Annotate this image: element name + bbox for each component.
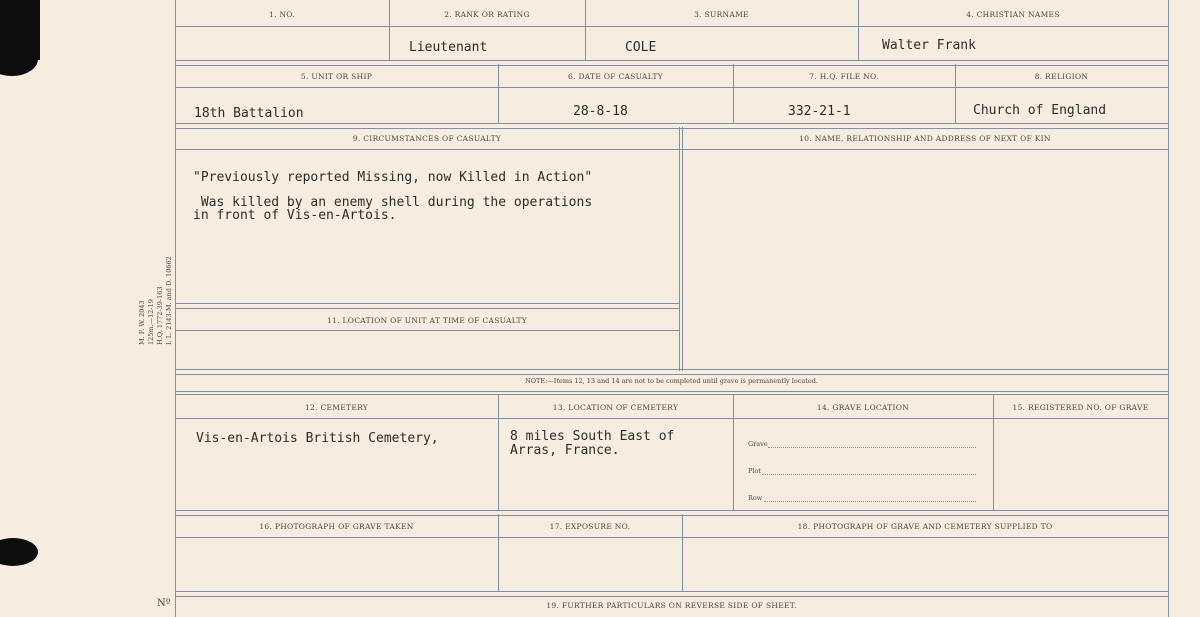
header-next-of-kin: 10. NAME, RELATIONSHIP AND ADDRESS OF NEXT OF KIN [799, 134, 1051, 143]
value-rank: Lieutenant [409, 40, 488, 55]
header-surname: 3. SURNAME [694, 10, 749, 19]
note-bottom-line [175, 391, 1168, 392]
value-surname: COLE [625, 40, 657, 55]
row3-header-line [175, 149, 1168, 150]
row1-bottom-line [175, 60, 1168, 66]
divider [585, 0, 586, 60]
header-circumstances: 9. CIRCUMSTANCES OF CASUALTY [352, 134, 502, 143]
header-rank: 2. RANK OR RATING [444, 10, 530, 19]
plot-label: Plot [748, 467, 761, 475]
row-label: Row [748, 494, 763, 502]
header-location-cemetery: 13. LOCATION OF CEMETERY [552, 403, 679, 412]
value-date: 28-8-18 [573, 104, 628, 119]
row5-bottom-line [175, 591, 1168, 597]
divider [679, 127, 680, 371]
header-registered-no: 15. REGISTERED NO. OF GRAVE [1012, 403, 1149, 412]
divider [858, 0, 859, 60]
value-location-line1: 8 miles South East of [510, 429, 675, 444]
value-christian-names: Walter Frank [882, 38, 976, 53]
circumstances-line3: in front of Vis-en-Artois. [193, 208, 397, 223]
header-christian-names: 4. CHRISTIAN NAMES [966, 10, 1060, 19]
circumstances-line1: "Previously reported Missing, now Killed in Action" [193, 170, 593, 185]
punch-hole-bottom-edge [0, 546, 16, 556]
header-cemetery: 12. CEMETERY [304, 403, 369, 412]
grave-dotted-line [768, 447, 976, 448]
row4-header-line [175, 418, 1168, 419]
note-top-line [175, 369, 1168, 375]
circumstances-line2: Was killed by an enemy shell during the operations [193, 195, 593, 210]
header-photo-supplied: 18. PHOTOGRAPH OF GRAVE AND CEMETERY SUPPLIED TO [797, 522, 1053, 531]
header-no: 1. NO. [269, 10, 295, 19]
value-cemetery: Vis-en-Artois British Cemetery, [196, 431, 439, 446]
row-dotted-line [764, 501, 976, 502]
row4-top-line [175, 394, 1168, 395]
form-right-border [1168, 0, 1169, 617]
header-exposure: 17. EXPOSURE NO. [549, 522, 631, 531]
value-location-line2: Arras, France. [510, 443, 620, 458]
divider [682, 127, 683, 371]
location-header-line [175, 330, 679, 331]
header-photo-taken: 16. PHOTOGRAPH OF GRAVE TAKEN [259, 522, 414, 531]
location-top-line [175, 303, 679, 309]
side-note-line1: M. F. W. 2043 [138, 300, 146, 345]
row2-bottom-line [175, 123, 1168, 129]
value-file-no: 332-21-1 [788, 104, 851, 119]
header-date: 6. DATE OF CASUALTY [568, 72, 663, 81]
header-file-no: 7. H.Q. FILE NO. [809, 72, 879, 81]
header-location-unit: 11. LOCATION OF UNIT AT TIME OF CASUALTY [327, 316, 527, 325]
side-note-line2: 125m.—12-19 [147, 299, 155, 345]
value-religion: Church of England [973, 103, 1107, 118]
row5-header-line [175, 537, 1168, 538]
side-note-line3: H.Q. 1772-39-163 [156, 286, 164, 345]
footer-text: 19. FURTHER PARTICULARS ON REVERSE SIDE OF SHEET. [546, 601, 797, 610]
plot-dotted-line [762, 474, 976, 475]
row4-bottom-line [175, 510, 1168, 516]
header-unit: 5. UNIT OR SHIP [300, 72, 373, 81]
row1-header-line [175, 26, 1168, 27]
note-text: NOTE:—Items 12, 13 and 14 are not to be completed until grave is permanently located. [525, 377, 818, 385]
side-note-line4: I. L. 2143-M. and D. 10662 [165, 256, 173, 345]
header-religion: 8. RELIGION [1034, 72, 1089, 81]
value-unit: 18th Battalion [194, 106, 304, 121]
row2-header-line [175, 87, 1168, 88]
divider [389, 0, 390, 60]
number-label: Nº [157, 598, 171, 609]
grave-label: Grave [748, 440, 768, 448]
header-grave-location: 14. GRAVE LOCATION [816, 403, 910, 412]
